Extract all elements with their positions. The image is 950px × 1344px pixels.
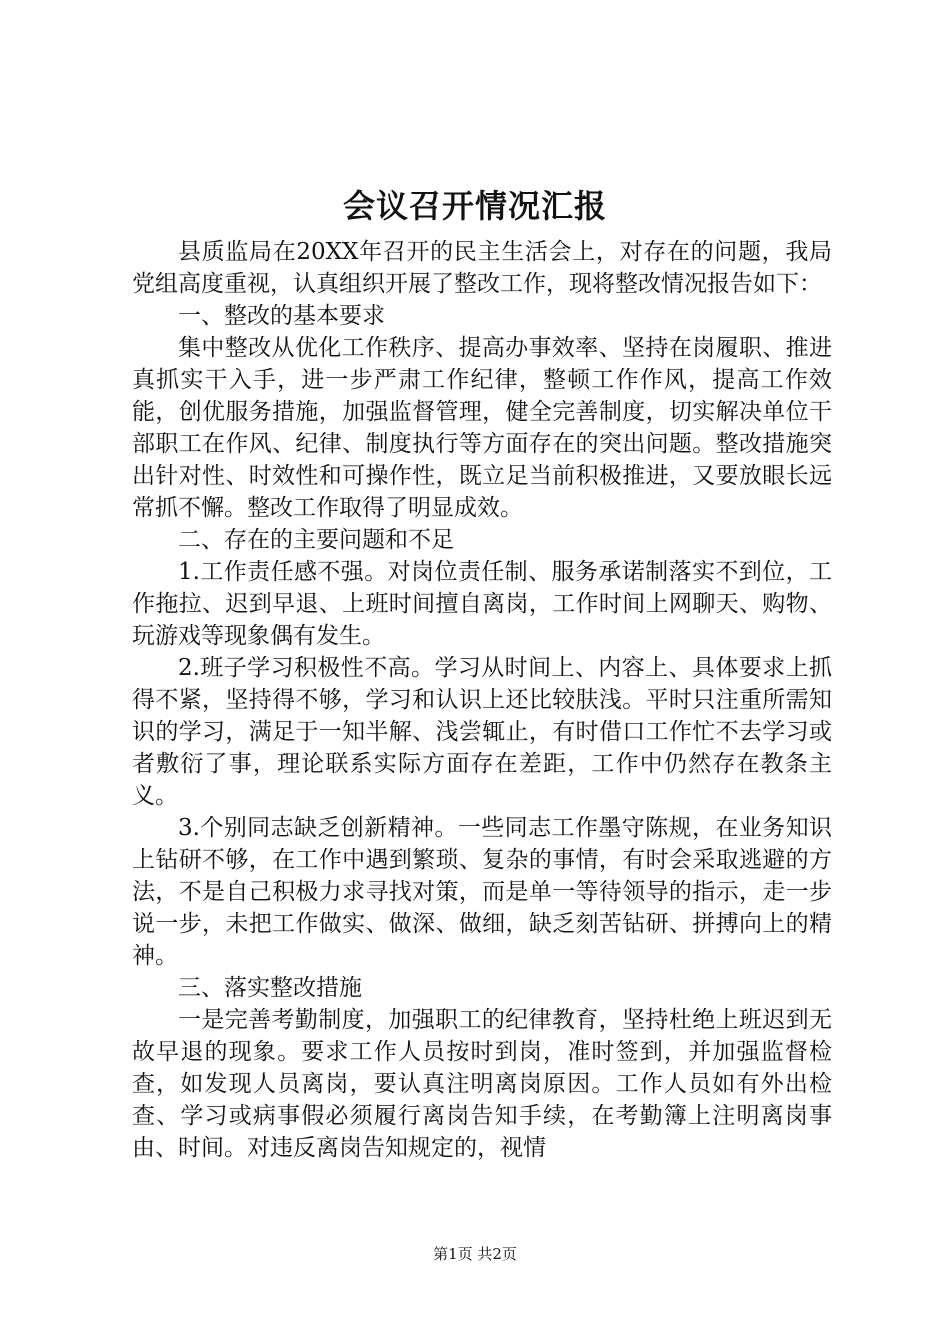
issue-item-2: 2.班子学习积极性不高。学习从时间上、内容上、具体要求上抓得不紧，坚持得不够，学习和认识上还比较肤浅。平时只注重所需知识的学习，满足于一知半解、浅尝辄止，有时借口工作忙不去学习或者敷衍了事，理论联系实际方面存在差距，工作中仍然存在教条主义。 [132, 655, 832, 809]
body-paragraph: 集中整改从优化工作秩序、提高办事效率、坚持在岗履职、推进真抓实干入手，进一步严肃工作纪律，整顿工作作风，提高工作效能，创优服务措施，加强监督管理，健全完善制度，切实解决单位干部职工在作风、纪律、制度执行等方面存在的突出问题。整改措施突出针对性、时效性和可操作性，既立足当前积极推进，又要放眼长远常抓不懈。整改工作取得了明显成效。 [132, 335, 832, 521]
issue-item-1: 1.工作责任感不强。对岗位责任制、服务承诺制落实不到位，工作拖拉、迟到早退、上班时间擅自离岗，工作时间上网聊天、购物、玩游戏等现象偶有发生。 [132, 559, 832, 649]
issue-item-3: 3.个别同志缺乏创新精神。一些同志工作墨守陈规，在业务知识上钻研不够，在工作中遇到繁琐、复杂的事情，有时会采取逃避的方法，不是自己积极力求寻找对策，而是单一等待领导的指示，走一步说一步，未把工作做实、做深、做细，缺乏刻苦钻研、拼搏向上的精神。 [132, 815, 832, 969]
document-body [132, 236, 832, 1164]
page-number-footer: 第1页 共2页 [433, 1245, 517, 1263]
document-title: 会议召开情况汇报 [342, 187, 607, 225]
section-heading-1: 一、整改的基本要求 [178, 303, 385, 329]
section-heading-2: 二、存在的主要问题和不足 [178, 527, 454, 553]
intro-paragraph: 县质监局在20XX年召开的民主生活会上，对存在的问题，我局党组高度重视，认真组织开展了整改工作，现将整改情况报告如下： [132, 239, 832, 297]
measure-paragraph-1: 一是完善考勤制度，加强职工的纪律教育，坚持杜绝上班迟到无故早退的现象。要求工作人员按时到岗，准时签到，并加强监督检查，如发现人员离岗，要认真注明离岗原因。工作人员如有外出检查、学习或病事假必须履行离岗告知手续，在考勤簿上注明离岗事由、时间。对违反离岗告知规定的，视情 [132, 1007, 832, 1161]
section-heading-3: 三、落实整改措施 [178, 975, 362, 1001]
